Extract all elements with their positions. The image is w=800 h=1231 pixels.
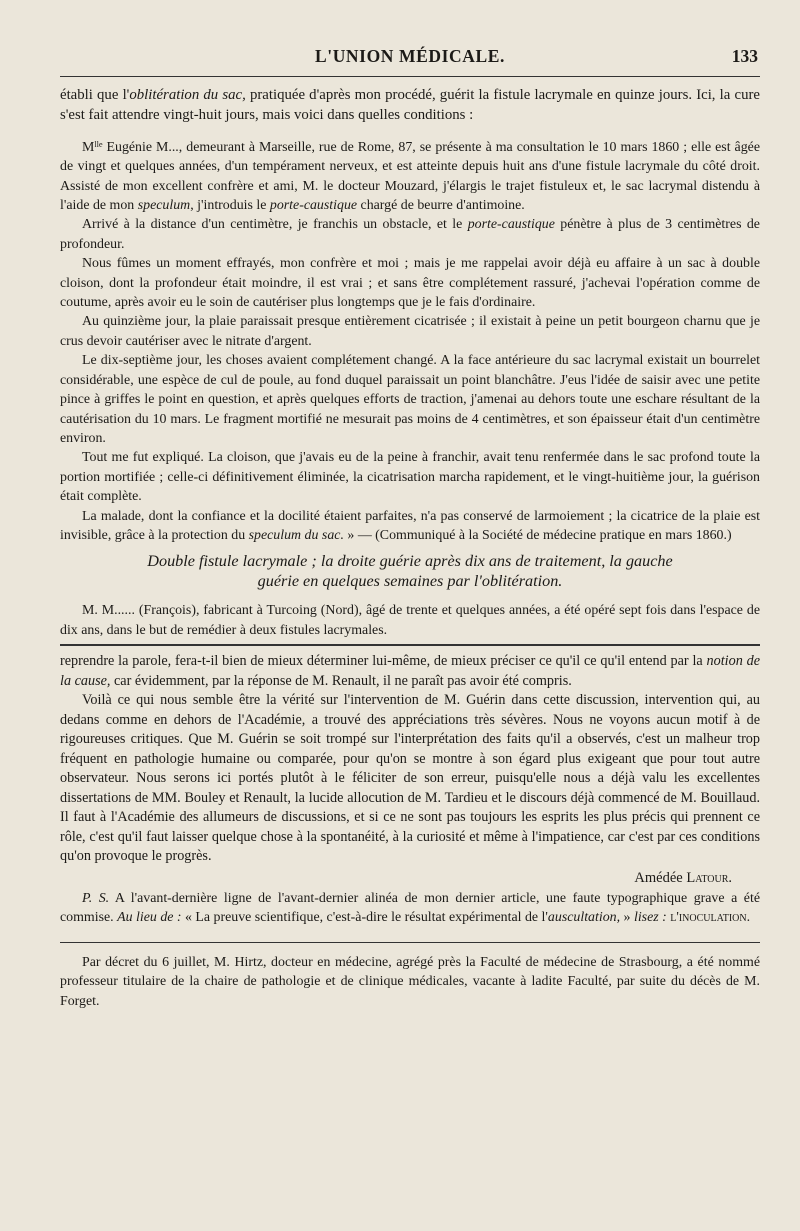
decree-paragraph: Par décret du 6 juillet, M. Hirtz, docteur en médecine, agrégé près la Faculté de médecine de Strasbourg, a été nommé professeur titulaire de la chaire de pathologie et de clinique médicales, vacante à ladite Faculté, par suite du décès de M. Forget. [60, 954, 760, 1010]
intro-paragraph: établi que l'oblitération du sac, pratiquée d'après mon procédé, guérit la fistule lacrymale en quinze jours. Ici, la cure s'est fait attendre vingt-huit jours, mais voici dans quelles conditions : [60, 87, 760, 124]
article2-paragraph-1: reprendre la parole, fera-t-il bien de mieux déterminer lui-même, de mieux préciser ce qu'il ce qu'il entend par la notion de la cause, car évidemment, par la réponse de M. Renault, il ne paraît pas avoir été compris. [60, 653, 761, 689]
column-divider [60, 644, 760, 646]
observation-case-1 [60, 138, 760, 546]
decree-notice [60, 953, 760, 1012]
obs-paragraph-3: Nous fûmes un moment effrayés, mon confrère et moi ; mais je me rappelai avoir déjà eu affaire à un sac à double cloison, dont la profondeur était moindre, il est vrai ; et sans être complétement rassuré, j'achevai l'opération comme de coutume, après avoir eu le soin de cautériser plus longtemps que je le fais d'ordinaire. [60, 256, 760, 311]
obs-paragraph-7: La malade, dont la confiance et la docilité étaient parfaites, n'a pas conservé de larmoiement ; la cicatrice de la plaie est invisible, grâce à la protection du speculum du sac. » — (Communiqué à la Société de médecine pratique en mars 1860.) [60, 508, 760, 543]
observation-case-2 [60, 601, 760, 640]
section-heading: Double fistule lacrymale ; la droite guérie après dix ans de traitement, la gauche guérie en quelques semaines par l'oblitération. [147, 552, 673, 591]
feuilleton-article [60, 652, 760, 889]
header-rule [60, 76, 760, 77]
section-rule [60, 942, 760, 943]
article2-paragraph-2: Voilà ce qui nous semble être la vérité sur l'intervention de M. Guérin dans cette discussion, intervention qui, au dedans comme en dehors de l'Académie, a trouvé des appréciations très sévères. Nous ne voyons aucun motif à de rigoureuses critiques. Que M. Guérin se soit trompé sur l'interprétation des faits qu'il a observés, c'est un malheur trop fréquent en pathologie humaine ou comparée, pour qu'on se montre à son égard plus exigeant que pour tout autre observateur. Nous serons ici portés plutôt à le féliciter de son erreur, puisqu'elle nous a déjà valu les excellentes dissertations de MM. Bouley et Renault, la lucide allocution de M. Tardieu et le discours déjà commencé de M. Bouillaud. Il faut à l'Académie des allumeurs de discussions, et si ce ne sont pas toujours les esprits les plus précis qui prennent ce rôle, c'est qu'il faut laisser quelque chose à la spontanéité, à la curiosité et même à l'impatience, car c'est par ces conditions qu'on provoque le progrès. [60, 692, 760, 865]
ps-label: P. S. [82, 890, 110, 906]
author-signature: Amédée Latour. [634, 869, 732, 886]
obs-paragraph-4: Au quinzième jour, la plaie paraissait presque entièrement cicatrisée ; il existait à peine un petit bourgeon charnu que je crus devoir cautériser avec le nitrate d'argent. [60, 314, 760, 349]
postscript: P. S. A l'avant-dernière ligne de l'avant-dernier alinéa de mon dernier article, une faute typographique grave a été commise. Au lieu de : « La preuve scientifique, c'est-à-dire le résultat expérimental de l'auscultation, » lisez : l'inoculation. [60, 890, 760, 926]
obs-paragraph-5: Le dix-septième jour, les choses avaient complétement changé. A la face antérieure du sac lacrymal existait un bourrelet considérable, une espèce de cul de poule, au fond duquel paraissait un point blanchâtre. J'eus l'idée de saisir avec une petite pince à griffes le point en question, et après quelques efforts de traction, j'amenai au dehors toute une eschare résultant de la cautérisation du 10 mars. Le fragment mortifié ne mesurait pas moins de 4 centimètres, et son épaisseur était d'un centimètre environ. [60, 353, 760, 446]
obs-paragraph-1: Mˡˡᵉ Eugénie M..., demeurant à Marseille, rue de Rome, 87, se présente à ma consultation le 10 mars 1860 ; elle est âgée de vingt et quelques années, d'un tempérament nerveux, et est atteinte depuis huit ans d'une fistule lacrymale du côté droit. Assisté de mon excellent confrère et ami, M. le docteur Mouzard, j'élargis le trajet fistuleux et, le sac lacrymal distendu à l'aide de mon speculum, j'introduis le porte-caustique chargé de beurre d'antimoine. [60, 139, 760, 214]
article-continuation [60, 85, 760, 126]
running-title: L'UNION MÉDICALE. [314, 46, 506, 66]
obs-paragraph-6: Tout me fut expliqué. La cloison, que j'avais eu de la peine à franchir, avait tenu renfermée dans le sac profond toute la portion mortifiée ; celle-ci définitivement éliminée, la cicatrisation marcha rapidement, et le vingt-huitième jour, la guérison était complète. [60, 450, 760, 505]
case2-paragraph: M. M...... (François), fabricant à Turcoing (Nord), âgé de trente et quelques années, a été opéré sept fois dans l'espace de dix ans, dans le but de remédier à deux fistules lacrymales. [60, 603, 760, 638]
page-header [60, 42, 760, 76]
page-number: 133 [731, 46, 758, 66]
obs-paragraph-2: Arrivé à la distance d'un centimètre, je franchis un obstacle, et le porte-caustique pénètre à plus de 3 centimètres de profondeur. [60, 217, 760, 252]
